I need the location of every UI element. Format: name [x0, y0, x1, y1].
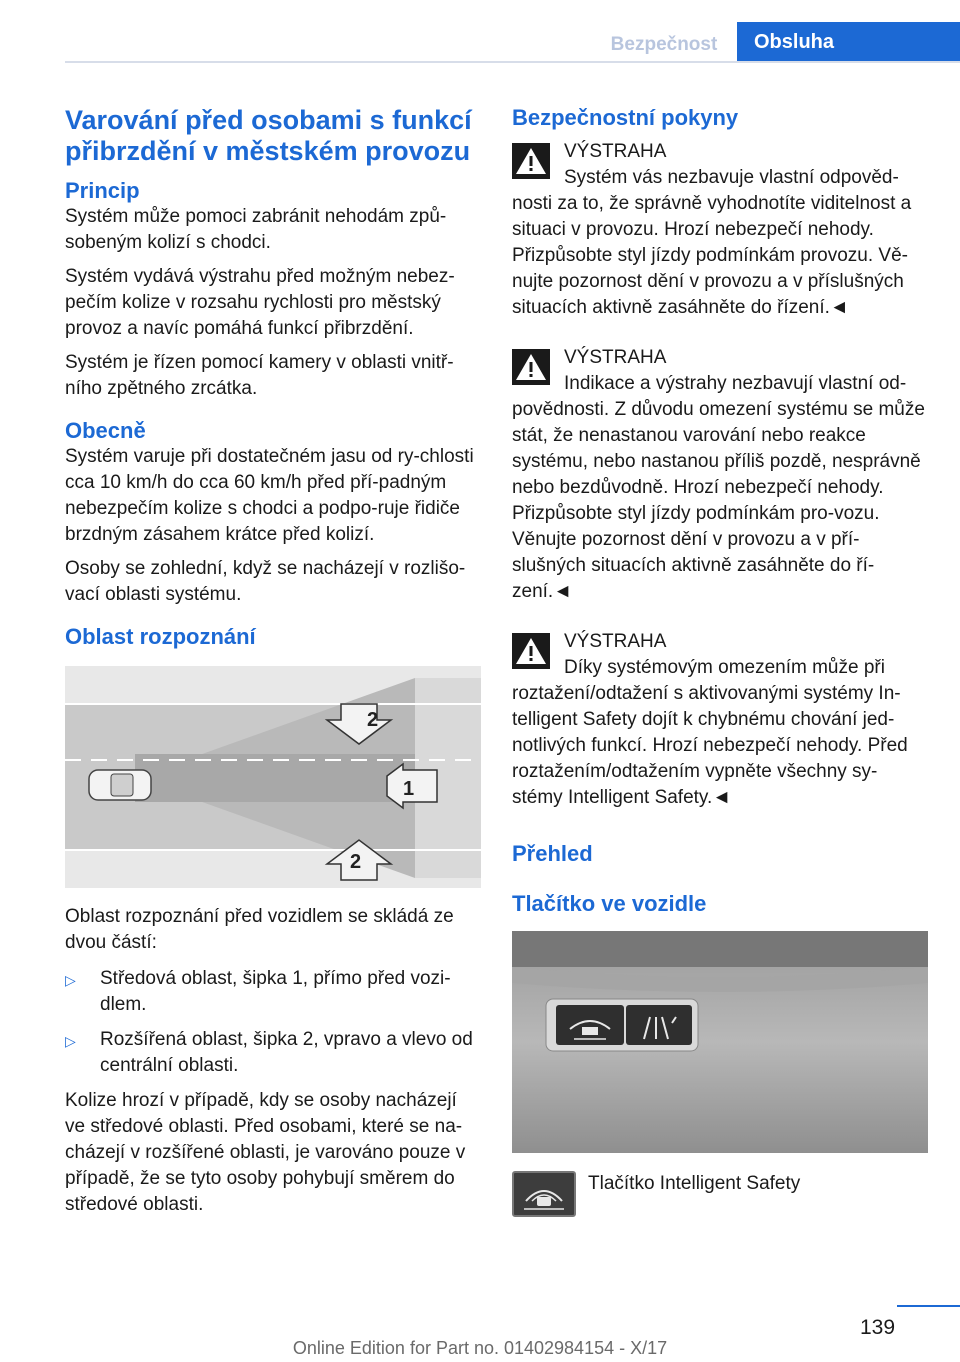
right-column [512, 105, 928, 1221]
paragraph: Systém vydává výstrahu před možným nebez‐pečím kolize v rozsahu rychlosti pro městský provoz a navíc pomáhá funkcí přibrzdění. [65, 266, 455, 339]
intelligent-safety-icon [512, 1171, 576, 1217]
warning-block [512, 139, 928, 321]
lane-assist-button [626, 1005, 692, 1045]
oblast-heading: Oblast rozpoznání [65, 624, 256, 649]
warning-head: VÝSTRAHA [564, 347, 667, 368]
paragraph: Systém varuje při dostatečném jasu od ry‐chlosti cca 10 km/h do cca 60 km/h před pří‐padným nebezpečím kolize s chodci a podpo‐ruje řidiče brzdným zásahem krátce před kolizí. [65, 446, 474, 545]
warning-block [512, 345, 928, 605]
left-column [65, 105, 481, 1226]
paragraph: Osoby se zohlední, když se nacházejí v rozlišo‐vací oblasti systému. [65, 558, 466, 605]
warning-text: Díky systémovým omezením může při roztažení/odtažení s aktivovanými systémy In‐telligent Safety dojít k chybnému chování jed‐notlivých funkcí. Hrozí nebezpečí nehody. Před roztažením/odtažením vypněte všechny sy‐stémy Intelligent Safety.◄ [512, 657, 908, 808]
princip-heading: Princip [65, 178, 140, 203]
label-2-top: 2 [367, 709, 379, 731]
list-item: ▷ Rozšířená oblast, šipka 2, vpravo a vlevo od centrální oblasti. [65, 1029, 473, 1076]
tab-bezpecnost[interactable]: Bezpečnost [610, 34, 718, 55]
footer-text: Online Edition for Part no. 01402984154 - X/17 [292, 1338, 668, 1358]
warning-head: VÝSTRAHA [564, 141, 667, 162]
button-label: Tlačítko Intelligent Safety [588, 1173, 801, 1194]
section-title: Varování před osobami s funkcí přibrzdění v městském provozu [65, 105, 472, 166]
obecne-heading: Obecně [65, 418, 146, 443]
detection-area-figure [65, 666, 481, 888]
warning-text: Systém vás nezbavuje vlastní odpověd‐nosti za to, že správně vyhodnotíte viditelnost a situaci v provozu. Hrozí nebezpečí nehody. Přizpůsobte styl jízdy podmínkám provozu. Vě‐nujte pozornost dění v provozu a v příslušných situacích aktivně zasáhněte do řízení.◄ [512, 167, 912, 318]
button-photo [512, 931, 928, 1153]
warning-triangle-icon [512, 633, 550, 669]
label-1: 1 [403, 778, 415, 800]
safety-heading: Bezpečnostní pokyny [512, 105, 739, 130]
triangle-bullet-icon: ▷ [65, 972, 76, 988]
button-legend [512, 1171, 928, 1221]
label-2-bottom: 2 [350, 851, 362, 873]
paragraph: Oblast rozpoznání před vozidlem se skládá ze dvou částí: [65, 906, 454, 953]
triangle-bullet-icon: ▷ [65, 1033, 76, 1049]
warning-triangle-icon [512, 143, 550, 179]
warning-block [512, 629, 928, 811]
prehled-heading: Přehled [512, 841, 593, 866]
car-icon [89, 770, 151, 800]
warning-text: Indikace a výstrahy nezbavují vlastní od‐povědnosti. Z důvodu omezení systému se může stát, že nenastanou varování nebo reakce systému, nebo nastanou příliš pozdě, nesprávně nebo bezdůvodně. Hrozí nebezpečí nehody. Přizpůsobte styl jízdy podmínkám pro‐vozu. Věnujte pozornost dění v provozu a v pří‐slušných situacích aktivně zasáhněte do ří‐zení.◄ [512, 373, 925, 602]
list-item: ▷ Středová oblast, šipka 1, přímo před vozi‐dlem. [65, 968, 451, 1015]
paragraph: Kolize hrozí v případě, kdy se osoby nacházejí ve středové oblasti. Před osobami, které se na‐cházejí v rozšířené oblasti, je varováno pouze v případě, že se tyto osoby pohybují směrem do středové oblasti. [65, 1090, 466, 1215]
paragraph: Systém může pomoci zabránit nehodám způ‐sobeným kolizí s chodci. [65, 206, 447, 253]
warning-triangle-icon [512, 349, 550, 385]
warning-head: VÝSTRAHA [564, 631, 667, 652]
page-rule [897, 1305, 960, 1307]
header-rule [65, 61, 960, 63]
page-number: 139 [860, 1316, 896, 1339]
button-heading: Tlačítko ve vozidle [512, 891, 707, 916]
tab-obsluha[interactable]: Obsluha [737, 22, 960, 61]
paragraph: Systém je řízen pomocí kamery v oblasti vnitř‐ního zpětného zrcátka. [65, 352, 454, 399]
